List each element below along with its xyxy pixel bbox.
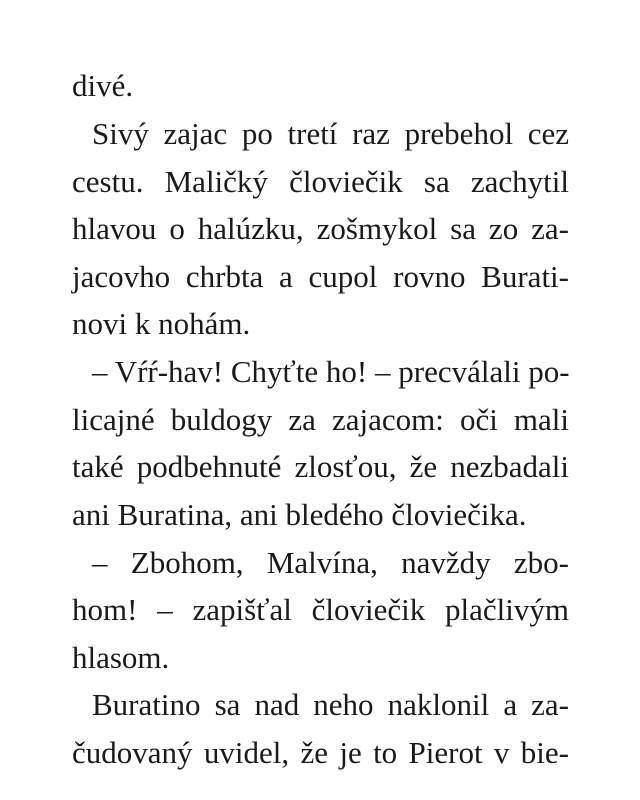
text-line: divé. [72,68,134,103]
text-line: – Vŕŕ-hav! Chyťte ho! – precválali po- [92,354,570,389]
text-line: Sivý zajac po tretí raz prebehol cez [92,116,569,151]
text-line: – Zbohom, Malvína, navždy zbo- [92,545,569,580]
text-line: také podbehnuté zlosťou, že nezbadali [72,449,569,484]
text-line: cestu. Maličký človiečik sa zachytil [72,164,569,199]
text-line: novi k nohám. [72,306,251,341]
text-line: čudovaný uvidel, že je to Pierot v bie- [72,735,569,770]
text-line: hom! – zapišťal človiečik plačlivým [72,592,569,627]
text-line: jacovho chrbta a cupol rovno Burati- [72,259,569,294]
text-line: hlavou o halúzku, zošmykol sa zo za- [72,211,569,246]
text-line: licajné buldogy za zajacom: oči mali [72,402,569,437]
text-line: ani Buratina, ani bledého človiečika. [72,497,527,532]
text-line: Buratino sa nad neho naklonil a za- [92,687,569,722]
text-line: hlasom. [72,640,170,675]
